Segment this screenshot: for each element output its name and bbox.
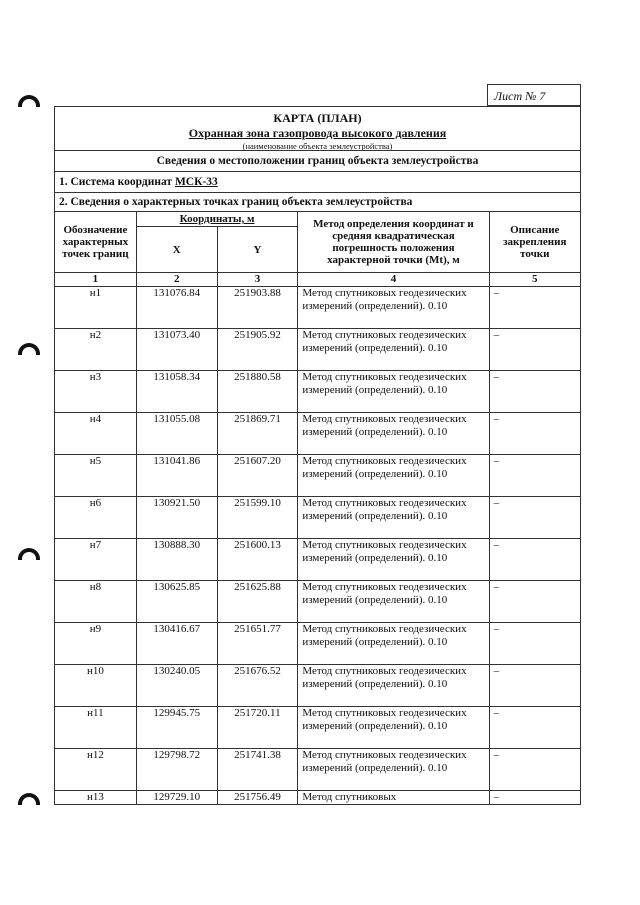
point-id: н1: [55, 287, 137, 329]
method-cell: Метод спутниковых геодезических измерений (определений). 0.10: [298, 623, 489, 665]
method-cell: Метод спутниковых геодезических измерений (определений). 0.10: [298, 455, 489, 497]
coord-y: 251599.10: [217, 497, 298, 539]
table-row: [55, 371, 581, 413]
coordinate-system-label: 1. Система координат: [59, 176, 175, 188]
coord-y: 251676.52: [217, 665, 298, 707]
header-method: Метод определения координат и средняя квадратическая погрешность положения характерной точки (Mt), м: [298, 212, 489, 273]
coord-y: 251905.92: [217, 329, 298, 371]
point-id: н2: [55, 329, 137, 371]
coord-x: 129798.72: [136, 749, 217, 791]
point-id: н4: [55, 413, 137, 455]
column-number: 3: [217, 273, 298, 287]
method-cell: Метод спутниковых геодезических измерений (определений). 0.10: [298, 707, 489, 749]
coord-y: 251903.88: [217, 287, 298, 329]
table-row: [55, 665, 581, 707]
coordinate-system-value: МСК-33: [174, 176, 218, 188]
header-y: Y: [217, 227, 298, 273]
coord-x: 130416.67: [136, 623, 217, 665]
fixing-description: –: [489, 287, 580, 329]
object-caption: (наименование объекта землеустройства): [242, 141, 393, 151]
points-heading: 2. Сведения о характерных точках границ объекта землеустройства: [54, 192, 581, 211]
point-id: н6: [55, 497, 137, 539]
punch-hole-mark: [18, 548, 40, 560]
column-number: 5: [489, 273, 580, 287]
punch-hole-mark: [18, 793, 40, 805]
object-name: Охранная зона газопровода высокого давления: [188, 126, 447, 140]
fixing-description: –: [489, 539, 580, 581]
fixing-description: –: [489, 791, 580, 805]
header-description: Описание закрепления точки: [489, 212, 580, 273]
table-row: [55, 581, 581, 623]
table-row: [55, 539, 581, 581]
table-row: [55, 413, 581, 455]
coord-x: 130921.50: [136, 497, 217, 539]
method-cell: Метод спутниковых геодезических измерений (определений). 0.10: [298, 413, 489, 455]
fixing-description: –: [489, 707, 580, 749]
table-row: [55, 791, 581, 805]
coord-x: 131076.84: [136, 287, 217, 329]
column-number: 2: [136, 273, 217, 287]
coord-x: 131055.08: [136, 413, 217, 455]
coord-y: 251720.11: [217, 707, 298, 749]
coord-x: 131041.86: [136, 455, 217, 497]
punch-hole-mark: [18, 95, 40, 107]
fixing-description: –: [489, 497, 580, 539]
header-x: X: [136, 227, 217, 273]
method-cell: Метод спутниковых: [298, 791, 489, 805]
table-row: [55, 497, 581, 539]
point-id: н11: [55, 707, 137, 749]
table-row: [55, 455, 581, 497]
point-id: н9: [55, 623, 137, 665]
punch-hole-mark: [18, 343, 40, 355]
fixing-description: –: [489, 413, 580, 455]
method-cell: Метод спутниковых геодезических измерений (определений). 0.10: [298, 497, 489, 539]
method-cell: Метод спутниковых геодезических измерений (определений). 0.10: [298, 749, 489, 791]
method-cell: Метод спутниковых геодезических измерений (определений). 0.10: [298, 665, 489, 707]
fixing-description: –: [489, 623, 580, 665]
method-cell: Метод спутниковых геодезических измерений (определений). 0.10: [298, 581, 489, 623]
coord-x: 130625.85: [136, 581, 217, 623]
coord-x: 130240.05: [136, 665, 217, 707]
coord-x: 129729.10: [136, 791, 217, 805]
fixing-description: –: [489, 749, 580, 791]
table-row: [55, 287, 581, 329]
points-table: [54, 211, 581, 805]
fixing-description: –: [489, 371, 580, 413]
method-cell: Метод спутниковых геодезических измерений (определений). 0.10: [298, 329, 489, 371]
column-number: 4: [298, 273, 489, 287]
fixing-description: –: [489, 581, 580, 623]
point-id: н5: [55, 455, 137, 497]
method-cell: Метод спутниковых геодезических измерений (определений). 0.10: [298, 287, 489, 329]
document-title: КАРТА (ПЛАН): [273, 111, 362, 125]
fixing-description: –: [489, 329, 580, 371]
coord-y: 251651.77: [217, 623, 298, 665]
table-row: [55, 623, 581, 665]
coord-y: 251607.20: [217, 455, 298, 497]
column-number-row: [55, 273, 581, 287]
coordinate-system: [54, 171, 581, 192]
coord-y: 251756.49: [217, 791, 298, 805]
coord-x: 129945.75: [136, 707, 217, 749]
point-id: н7: [55, 539, 137, 581]
coord-y: 251625.88: [217, 581, 298, 623]
fixing-description: –: [489, 455, 580, 497]
point-id: н3: [55, 371, 137, 413]
point-id: н13: [55, 791, 137, 805]
table-row: [55, 707, 581, 749]
point-id: н12: [55, 749, 137, 791]
location-heading: Сведения о местоположении границ объекта землеустройства: [54, 150, 581, 171]
coord-y: 251741.38: [217, 749, 298, 791]
sheet-number: Лист № 7: [487, 84, 581, 106]
title-block: [54, 106, 581, 150]
point-id: н8: [55, 581, 137, 623]
coord-y: 251880.58: [217, 371, 298, 413]
column-number: 1: [55, 273, 137, 287]
table-row: [55, 749, 581, 791]
coord-x: 131073.40: [136, 329, 217, 371]
table-row: [55, 329, 581, 371]
header-coordinates: Координаты, м: [136, 212, 298, 227]
method-cell: Метод спутниковых геодезических измерений (определений). 0.10: [298, 539, 489, 581]
coord-y: 251869.71: [217, 413, 298, 455]
coord-x: 130888.30: [136, 539, 217, 581]
fixing-description: –: [489, 665, 580, 707]
point-id: н10: [55, 665, 137, 707]
coord-y: 251600.13: [217, 539, 298, 581]
coord-x: 131058.34: [136, 371, 217, 413]
method-cell: Метод спутниковых геодезических измерений (определений). 0.10: [298, 371, 489, 413]
header-designation: Обозначение характерных точек границ: [55, 212, 137, 273]
